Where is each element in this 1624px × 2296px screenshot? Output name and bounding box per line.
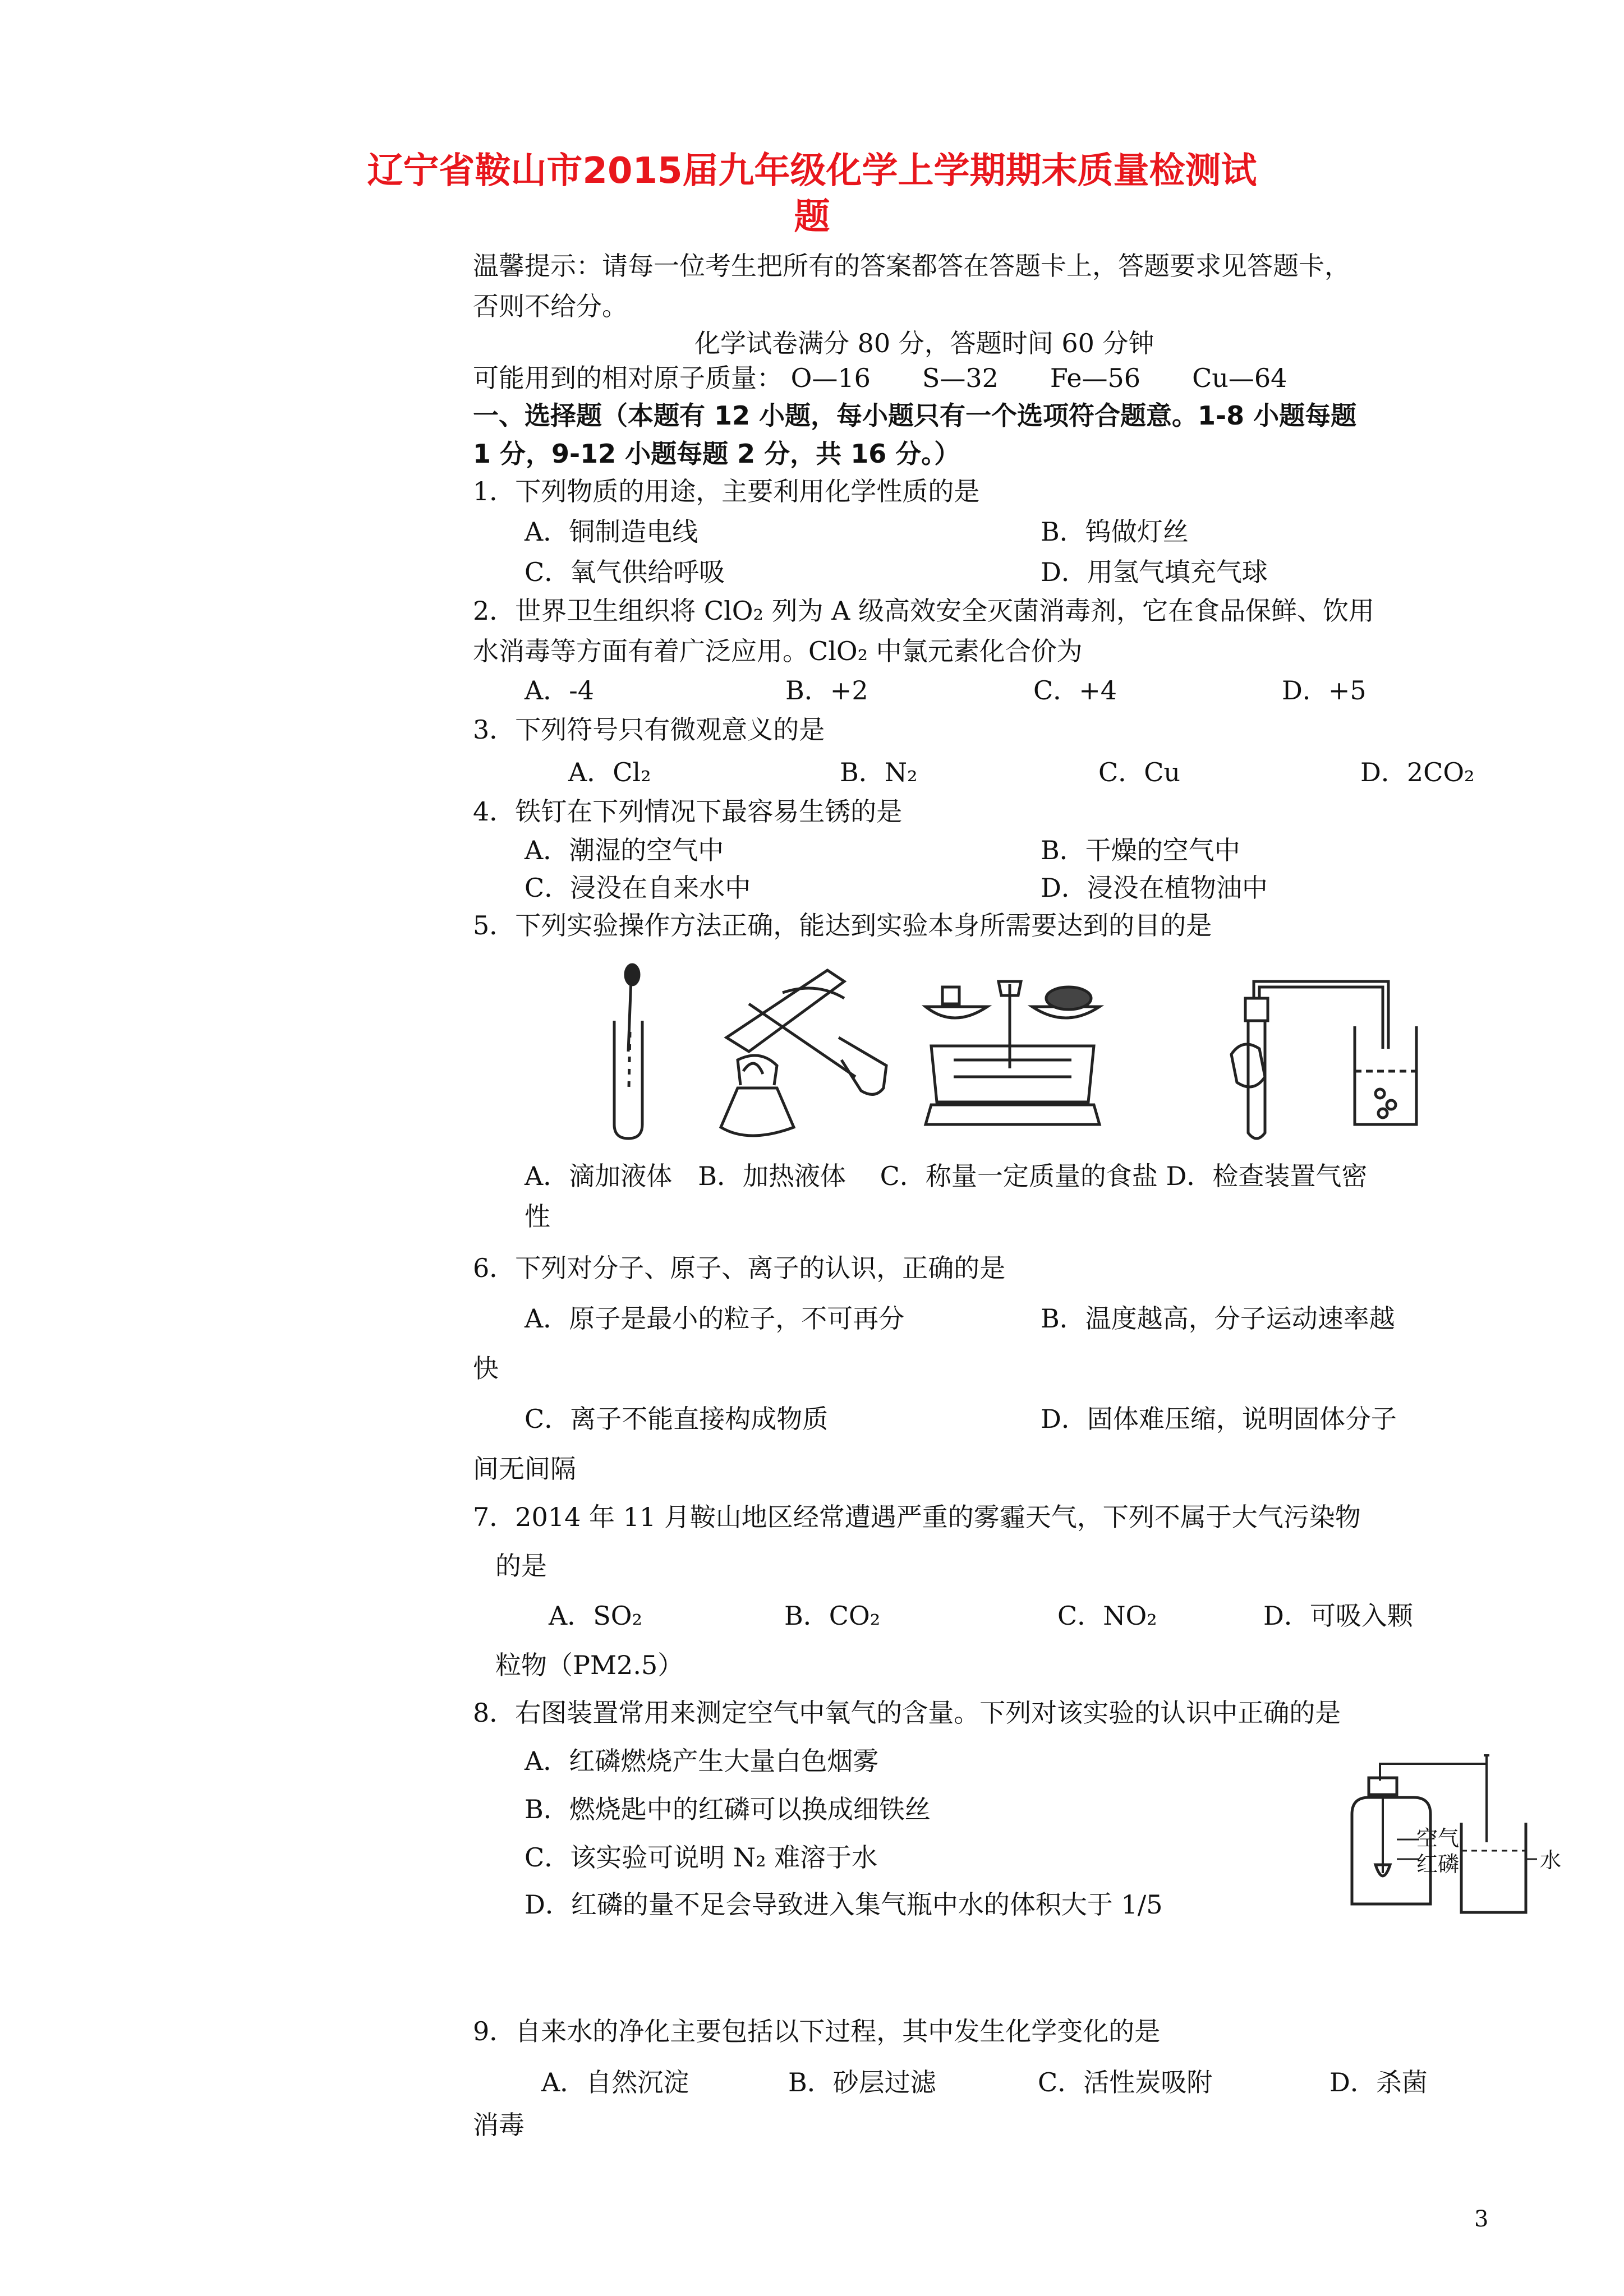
q2-option-a: A．-4 <box>525 675 595 706</box>
q9-option-d-wrap: 消毒 <box>473 2110 525 2140</box>
q1-option-a: A．铜制造电线 <box>525 517 698 547</box>
page-number: 3 <box>1474 2206 1489 2232</box>
q7-option-b: B．CO₂ <box>784 1601 881 1631</box>
q8-option-a: A．红磷燃烧产生大量白色烟雾 <box>525 1746 879 1776</box>
notice-line-1: 温馨提示：请每一位考生把所有的答案都答在答题卡上，答题要求见答题卡， <box>473 251 1350 281</box>
q7-option-d-wrap: 粒物（PM2.5） <box>495 1650 684 1680</box>
q9-option-d: D．杀菌 <box>1329 2067 1428 2097</box>
q5-options-wrap: 性 <box>525 1201 550 1232</box>
q3-option-c: C．Cu <box>1098 757 1181 787</box>
q6-option-c: C．离子不能直接构成物质 <box>525 1404 829 1434</box>
q7-option-c: C．NO₂ <box>1057 1601 1157 1631</box>
q8-option-d: D．红磷的量不足会导致进入集气瓶中水的体积大于 1/5 <box>525 1889 1163 1920</box>
q6-option-b: B．温度越高，分子运动速率越 <box>1041 1303 1395 1334</box>
balance-scale-figure <box>920 973 1105 1141</box>
airtightness-check-figure <box>1231 965 1444 1144</box>
q7-option-a: A．SO₂ <box>549 1601 642 1631</box>
q7-stem-1: 7．2014 年 11 月鞍山地区经常遭遇严重的雾霾天气，下列不属于大气污染物 <box>473 1502 1361 1532</box>
q9-stem: 9．自来水的净化主要包括以下过程，其中发生化学变化的是 <box>473 2016 1161 2046</box>
heating-liquid-figure <box>715 959 906 1150</box>
q2-option-d: D．+5 <box>1282 675 1367 706</box>
q2-stem-1: 2．世界卫生组织将 ClO₂ 列为 A 级高效安全灭菌消毒剂，它在食品保鲜、饮用 <box>473 596 1375 626</box>
q6-option-d-wrap: 间无间隔 <box>473 1454 576 1484</box>
section-1-heading: 一、选择题（本题有 12 小题，每小题只有一个选项符合题意。1-8 小题每题 <box>473 400 1357 431</box>
dropper-test-tube-figure <box>609 965 659 1144</box>
q1-option-d: D．用氢气填充气球 <box>1041 557 1268 587</box>
q3-stem: 3．下列符号只有微观意义的是 <box>473 714 825 745</box>
q1-option-c: C．氧气供给呼吸 <box>525 557 725 587</box>
title-line-2: 题 <box>794 196 830 238</box>
q3-option-d: D．2CO₂ <box>1360 757 1475 787</box>
q9-option-c: C．活性炭吸附 <box>1038 2067 1213 2097</box>
q3-option-b: B．N₂ <box>840 757 918 787</box>
q6-option-d: D．固体难压缩，说明固体分子 <box>1041 1404 1397 1434</box>
q8-label-air: 空气 <box>1416 1826 1460 1851</box>
q1-stem: 1．下列物质的用途，主要利用化学性质的是 <box>473 476 980 506</box>
section-1-heading-wrap: 1 分，9-12 小题每题 2 分，共 16 分。） <box>473 439 960 469</box>
q6-option-a: A．原子是最小的粒子，不可再分 <box>525 1303 905 1334</box>
q6-stem: 6．下列对分子、原子、离子的认识，正确的是 <box>473 1253 1006 1283</box>
q9-option-b: B．砂层过滤 <box>788 2067 936 2097</box>
q8-label-water: 水 <box>1540 1848 1562 1873</box>
q6-option-b-wrap: 快 <box>473 1353 499 1384</box>
q2-option-b: B．+2 <box>785 675 868 706</box>
exam-info: 化学试卷满分 80 分，答题时间 60 分钟 <box>694 328 1154 358</box>
q5-options: A．滴加液体 B．加热液体 C．称量一定质量的食盐 D．检查装置气密 <box>525 1161 1368 1191</box>
q7-stem-2: 的是 <box>495 1551 547 1581</box>
q7-option-d: D．可吸入颗 <box>1263 1601 1413 1631</box>
q8-label-phosphorus: 红磷 <box>1416 1852 1460 1877</box>
q3-option-a: A．Cl₂ <box>568 757 651 787</box>
q4-stem: 4．铁钉在下列情况下最容易生锈的是 <box>473 796 903 827</box>
q9-option-a: A．自然沉淀 <box>541 2067 689 2097</box>
q2-stem-2: 水消毒等方面有着广泛应用。ClO₂ 中氯元素化合价为 <box>473 636 1083 666</box>
notice-line-2: 否则不给分。 <box>473 291 628 321</box>
q8-stem: 8．右图装置常用来测定空气中氧气的含量。下列对该实验的认识中正确的是 <box>473 1698 1341 1728</box>
q4-option-b: B．干燥的空气中 <box>1041 835 1240 865</box>
atomic-mass: 可能用到的相对原子质量： O—16 S—32 Fe—56 Cu—64 <box>473 363 1287 393</box>
q8-option-b: B．燃烧匙中的红磷可以换成细铁丝 <box>525 1794 931 1824</box>
q2-option-c: C．+4 <box>1033 675 1117 706</box>
q4-option-a: A．潮湿的空气中 <box>525 835 724 865</box>
q4-option-d: D．浸没在植物油中 <box>1041 873 1268 903</box>
title-line-1: 辽宁省鞍山市2015届九年级化学上学期期末质量检测试 <box>367 150 1257 192</box>
q1-option-b: B．钨做灯丝 <box>1041 517 1189 547</box>
q5-stem: 5．下列实验操作方法正确，能达到实验本身所需要达到的目的是 <box>473 910 1212 940</box>
q8-option-c: C．该实验可说明 N₂ 难溶于水 <box>525 1842 878 1873</box>
q4-option-c: C．浸没在自来水中 <box>525 873 751 903</box>
